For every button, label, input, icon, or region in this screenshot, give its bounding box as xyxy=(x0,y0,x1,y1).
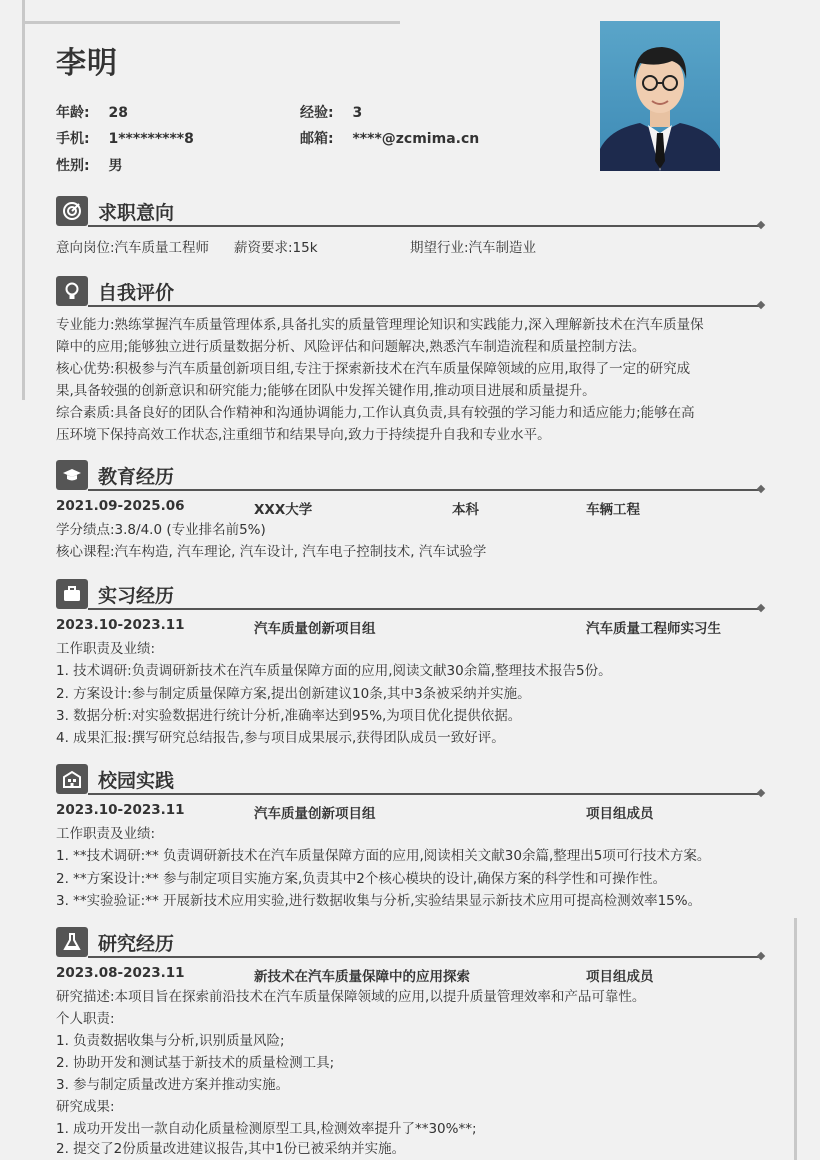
email-info xyxy=(300,128,479,148)
research-line: 研究成果: xyxy=(56,1099,115,1115)
flask-icon xyxy=(56,927,88,957)
section-rule xyxy=(88,225,760,227)
research-line: 2. 协助开发和测试基于新技术的质量检测工具; xyxy=(56,1055,335,1071)
section-internship xyxy=(56,579,766,611)
campus-role: 项目组成员 xyxy=(586,806,654,822)
education-major: 车辆工程 xyxy=(586,502,640,518)
education-line: 学分绩点:3.8/4.0 (专业排名前5%) xyxy=(56,522,266,538)
internship-line: 1. 技术调研:负责调研新技术在汽车质量保障方面的应用,阅读文献30余篇,整理技术报告5份。 xyxy=(56,663,612,679)
section-title: 研究经历 xyxy=(98,933,175,955)
section-rule xyxy=(88,793,760,795)
section-rule xyxy=(88,956,760,958)
section-rule xyxy=(88,608,760,610)
profile-photo xyxy=(600,21,720,171)
intent-salary: 薪资要求:15k xyxy=(234,240,318,256)
section-title: 实习经历 xyxy=(98,585,175,607)
experience-label: 经验: xyxy=(300,105,334,121)
age-info xyxy=(56,102,128,122)
education-row xyxy=(56,498,766,518)
self-eval-line: 综合素质:具备良好的团队合作精神和沟通协调能力,工作认真负责,具有较强的学习能力和适应能力;能够在高 xyxy=(56,405,695,421)
campus-line: 1. **技术调研:** 负责调研新技术在汽车质量保障方面的应用,阅读相关文献30余篇,整理出5项可行技术方案。 xyxy=(56,848,711,864)
gender-value: 男 xyxy=(108,158,123,174)
education-degree: 本科 xyxy=(452,502,479,518)
phone-label: 手机: xyxy=(56,131,90,147)
decorative-top-line xyxy=(22,21,400,24)
section-rule-end xyxy=(757,301,765,309)
self-eval-line: 核心优势:积极参与汽车质量创新项目组,专注于探索新技术在汽车质量保障领域的应用,取得了一定的研究成 xyxy=(56,361,691,377)
self-eval-line: 专业能力:熟练掌握汽车质量管理体系,具备扎实的质量管理理论知识和实践能力,深入理解新技术在汽车质量保 xyxy=(56,317,704,333)
section-rule-end xyxy=(757,485,765,493)
research-line: 2. 提交了2份质量改进建议报告,其中1份已被采纳并实施。 xyxy=(56,1141,406,1157)
research-line: 个人职责: xyxy=(56,1011,115,1027)
experience-info xyxy=(300,102,362,122)
internship-line: 2. 方案设计:参与制定质量保障方案,提出创新建议10条,其中3条被采纳并实施。 xyxy=(56,686,531,702)
intent-position: 意向岗位:汽车质量工程师 xyxy=(56,240,210,256)
campus-org: 汽车质量创新项目组 xyxy=(254,806,376,822)
building-icon xyxy=(56,764,88,794)
self-eval-line: 压环境下保持高效工作状态,注重细节和结果导向,致力于持续提升自我和专业水平。 xyxy=(56,427,551,443)
research-role: 项目组成员 xyxy=(586,969,654,985)
section-rule-end xyxy=(757,789,765,797)
campus-date: 2023.10-2023.11 xyxy=(56,802,185,818)
graduation-cap-icon xyxy=(56,460,88,490)
intent-industry: 期望行业:汽车制造业 xyxy=(410,240,537,256)
education-line: 核心课程:汽车构造, 汽车理论, 汽车设计, 汽车电子控制技术, 汽车试验学 xyxy=(56,544,487,560)
research-line: 3. 参与制定质量改进方案并推动实施。 xyxy=(56,1077,290,1093)
section-self-evaluation xyxy=(56,276,766,308)
internship-line: 4. 成果汇报:撰写研究总结报告,参与项目成果展示,获得团队成员一致好评。 xyxy=(56,730,505,746)
internship-role: 汽车质量工程师实习生 xyxy=(586,621,721,637)
age-label: 年龄: xyxy=(56,105,90,121)
research-row xyxy=(56,965,766,985)
gender-info xyxy=(56,155,122,175)
section-education xyxy=(56,460,766,492)
target-icon xyxy=(56,196,88,226)
campus-line: 3. **实验验证:** 开展新技术应用实验,进行数据收集与分析,实验结果显示新技术应用可提高检测效率15%。 xyxy=(56,893,702,909)
section-rule-end xyxy=(757,221,765,229)
research-title: 新技术在汽车质量保障中的应用探索 xyxy=(254,969,470,985)
email-value: ****@zcmima.cn xyxy=(352,131,480,147)
research-line: 研究描述:本项目旨在探索前沿技术在汽车质量保障领域的应用,以提升质量管理效率和产品可靠性。 xyxy=(56,989,646,1005)
section-rule xyxy=(88,305,760,307)
decorative-left-line xyxy=(22,0,25,400)
internship-row xyxy=(56,617,766,637)
section-title: 教育经历 xyxy=(98,466,175,488)
age-value: 28 xyxy=(108,105,128,121)
briefcase-icon xyxy=(56,579,88,609)
education-school: XXX大学 xyxy=(254,502,313,518)
self-eval-line: 障中的应用;能够独立进行质量数据分析、风险评估和问题解决,熟悉汽车制造流程和质量控制方法。 xyxy=(56,339,646,355)
section-rule xyxy=(88,489,760,491)
self-eval-line: 果,具备较强的创新意识和研究能力;能够在团队中发挥关键作用,推动项目进展和质量提升。 xyxy=(56,383,596,399)
decorative-right-line xyxy=(794,918,797,1160)
section-research xyxy=(56,927,766,959)
section-title: 求职意向 xyxy=(98,202,175,224)
internship-org: 汽车质量创新项目组 xyxy=(254,621,376,637)
research-date: 2023.08-2023.11 xyxy=(56,965,185,981)
phone-value: 1*********8 xyxy=(108,131,194,147)
section-title: 校园实践 xyxy=(98,770,175,792)
experience-value: 3 xyxy=(352,105,363,121)
section-title: 自我评价 xyxy=(98,282,175,304)
internship-line: 工作职责及业绩: xyxy=(56,641,156,657)
campus-row xyxy=(56,802,766,822)
internship-line: 3. 数据分析:对实验数据进行统计分析,准确率达到95%,为项目优化提供依据。 xyxy=(56,708,522,724)
campus-line: 工作职责及业绩: xyxy=(56,826,156,842)
lightbulb-icon xyxy=(56,276,88,306)
gender-label: 性别: xyxy=(56,158,90,174)
section-rule-end xyxy=(757,952,765,960)
research-line: 1. 成功开发出一款自动化质量检测原型工具,检测效率提升了**30%**; xyxy=(56,1121,477,1137)
phone-info xyxy=(56,128,194,148)
education-date: 2021.09-2025.06 xyxy=(56,498,185,514)
section-job-intent xyxy=(56,196,766,228)
research-line: 1. 负责数据收集与分析,识别质量风险; xyxy=(56,1033,285,1049)
candidate-name: 李明 xyxy=(56,46,118,81)
section-rule-end xyxy=(757,604,765,612)
internship-date: 2023.10-2023.11 xyxy=(56,617,185,633)
campus-line: 2. **方案设计:** 参与制定项目实施方案,负责其中2个核心模块的设计,确保方案的科学性和可操作性。 xyxy=(56,871,667,887)
email-label: 邮箱: xyxy=(300,131,334,147)
section-campus-practice xyxy=(56,764,766,796)
